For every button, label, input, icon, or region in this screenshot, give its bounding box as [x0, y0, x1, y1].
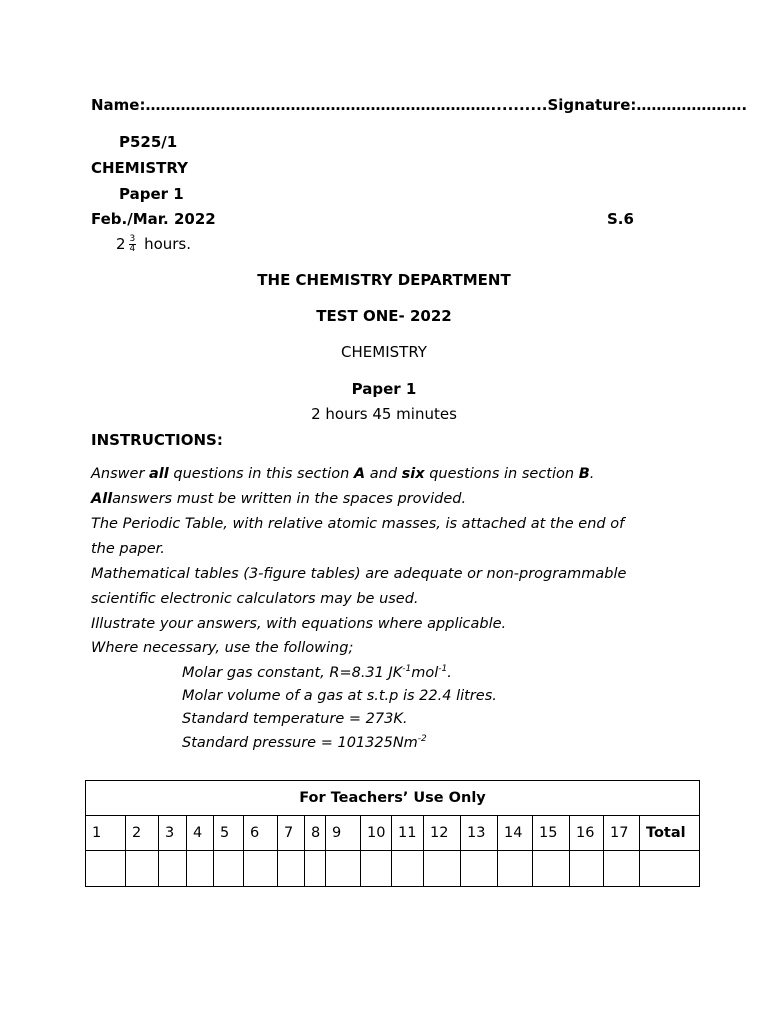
paper-code: P525/1 [119, 133, 178, 151]
mark-entry-cell[interactable] [187, 851, 214, 887]
question-number-cell: 10 [361, 816, 392, 851]
question-number-cell: 13 [461, 816, 498, 851]
mark-entry-cell[interactable] [214, 851, 244, 887]
question-number-cell: 15 [533, 816, 570, 851]
mark-entry-cell[interactable] [361, 851, 392, 887]
duration-whole: 2 [116, 235, 126, 253]
table-heading: For Teachers’ Use Only [86, 781, 700, 816]
emphasis-all: All [91, 491, 113, 507]
question-number-cell: 17 [604, 816, 640, 851]
mark-entry-cell[interactable] [244, 851, 278, 887]
question-number-cell: 14 [498, 816, 533, 851]
mark-entry-cell[interactable] [461, 851, 498, 887]
superscript: -1 [438, 664, 448, 674]
question-number-cell: 3 [159, 816, 187, 851]
text-span: questions in this section [168, 466, 354, 482]
question-number-cell: 16 [570, 816, 604, 851]
constant-molar-volume: Molar volume of a gas at s.t.p is 22.4 litres. [182, 688, 497, 704]
question-number-cell: 6 [244, 816, 278, 851]
superscript: -2 [417, 734, 427, 744]
emphasis-section-b: B [578, 466, 590, 482]
instruction-line-8: Where necessary, use the following; [91, 640, 354, 656]
mark-entry-cell[interactable] [570, 851, 604, 887]
text-span: mol [411, 664, 439, 681]
text-span: questions in section [424, 466, 579, 482]
duration-fraction [129, 235, 137, 254]
mark-entry-cell[interactable] [126, 851, 159, 887]
constant-pressure [182, 734, 427, 751]
subject-label: CHEMISTRY [91, 159, 188, 177]
question-number-cell: 11 [392, 816, 424, 851]
instruction-line-6: scientific electronic calculators may be used. [91, 591, 419, 607]
text-span: . [447, 664, 452, 681]
mark-entry-cell[interactable] [159, 851, 187, 887]
question-number-cell: 5 [214, 816, 244, 851]
fraction-denominator: 4 [129, 244, 136, 254]
mark-entry-cell[interactable] [278, 851, 305, 887]
text-span: answers must be written in the spaces provided. [112, 491, 467, 507]
question-number-cell: 12 [424, 816, 461, 851]
question-number-cell: 4 [187, 816, 214, 851]
subject-title: CHEMISTRY [341, 343, 427, 361]
mark-entry-cell[interactable] [326, 851, 361, 887]
mark-entry-cell[interactable] [392, 851, 424, 887]
question-number-cell: 7 [278, 816, 305, 851]
paper-label: Paper 1 [119, 185, 184, 203]
question-number-cell: 8 [305, 816, 326, 851]
constant-gas [182, 664, 452, 681]
text-span: Molar gas constant, R=8.31 JK [182, 664, 403, 681]
instruction-line-5: Mathematical tables (3-figure tables) are adequate or non-programmable [91, 566, 627, 582]
question-number-cell: 9 [326, 816, 361, 851]
mark-entry-cell[interactable] [533, 851, 570, 887]
text-span: . [589, 466, 595, 482]
duration-title: 2 hours 45 minutes [311, 405, 457, 423]
constant-temperature: Standard temperature = 273K. [182, 711, 408, 727]
fraction-numerator: 3 [129, 234, 136, 244]
mark-entry-cell[interactable] [424, 851, 461, 887]
instruction-line-1 [91, 466, 594, 482]
emphasis-six: six [401, 466, 425, 482]
instruction-line-2 [91, 491, 466, 507]
total-entry-cell[interactable] [640, 851, 700, 887]
question-number-cell: 2 [126, 816, 159, 851]
question-number-cell: 1 [86, 816, 126, 851]
teachers-marks-table [85, 780, 700, 887]
duration-line [116, 235, 191, 254]
instruction-line-4: the paper. [91, 541, 165, 557]
class-label: S.6 [607, 210, 634, 228]
department-title: THE CHEMISTRY DEPARTMENT [257, 271, 511, 289]
emphasis-section-a: A [353, 466, 366, 482]
instructions-heading: INSTRUCTIONS: [91, 431, 223, 449]
text-span: Standard pressure = 101325Nm [182, 734, 418, 751]
test-title: TEST ONE- 2022 [316, 307, 452, 325]
instruction-line-3: The Periodic Table, with relative atomic masses, is attached at the end of [91, 516, 625, 532]
mark-entry-cell[interactable] [305, 851, 326, 887]
paper-title: Paper 1 [351, 380, 417, 398]
name-signature-line: Name:……………………………………………………………..........Signature:…………………. [91, 96, 748, 114]
duration-unit: hours. [144, 235, 192, 253]
mark-entry-cell[interactable] [604, 851, 640, 887]
exam-date: Feb./Mar. 2022 [91, 210, 216, 228]
total-header-cell: Total [640, 816, 700, 851]
instruction-line-7: Illustrate your answers, with equations where applicable. [91, 616, 507, 632]
emphasis-all: all [149, 466, 169, 482]
superscript: -1 [402, 664, 412, 674]
mark-entry-cell[interactable] [86, 851, 126, 887]
text-span: and [365, 466, 402, 482]
mark-entry-cell[interactable] [498, 851, 533, 887]
text-span: Answer [91, 466, 150, 482]
